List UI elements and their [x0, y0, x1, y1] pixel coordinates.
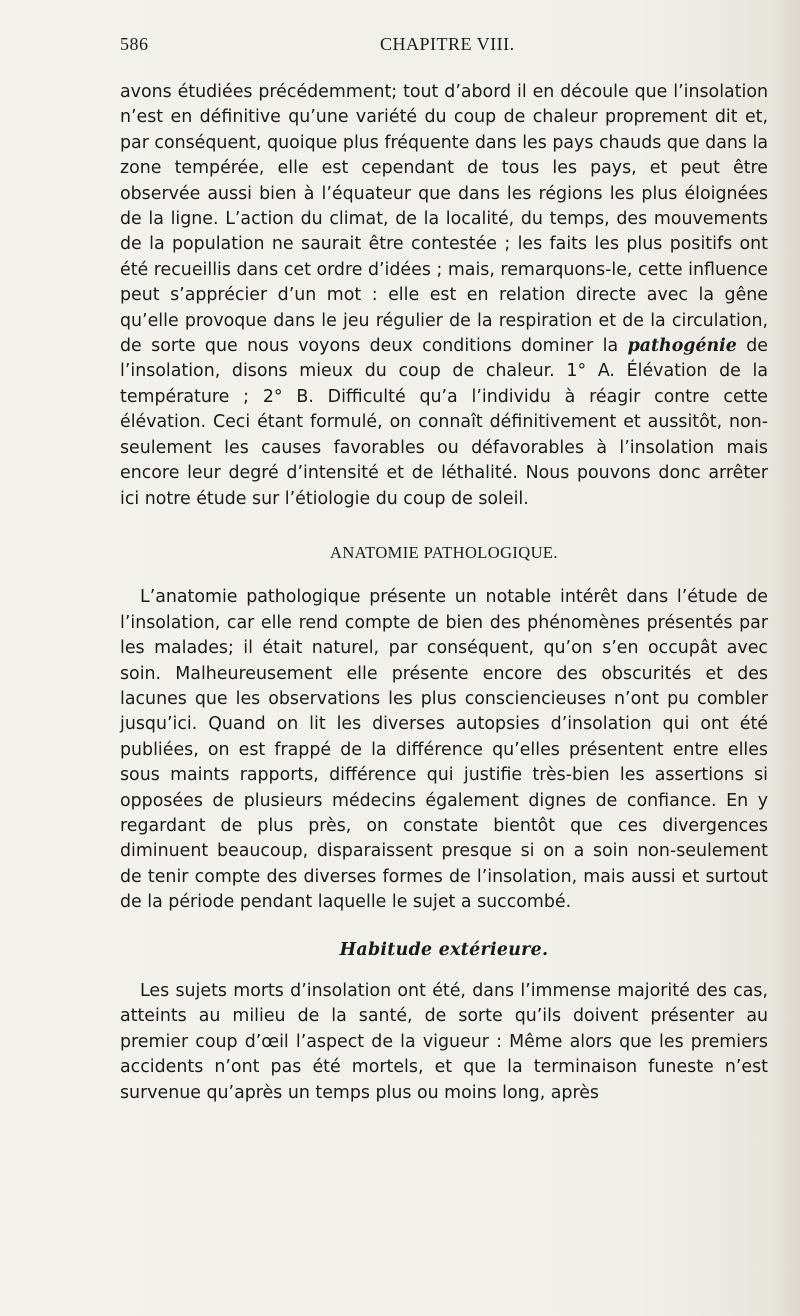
- body-text: [120, 80, 768, 1106]
- running-head: CHAPITRE VIII.: [380, 34, 515, 54]
- paragraph-anatomy: L’anatomie pathologique présente un notable intérêt dans l’étude de l’insolation, car elle rend compte de bien des phénomènes présentés par les malades; il était naturel, par conséquent, qu’on s’en occupât avec soin. Malheureusement elle présente encore des obscurités et des lacunes que les observations les plus consciencieuses n’ont pu combler jusqu’ici. Quand on lit les diverses autopsies d’insolation qui ont été publiées, on est frappé de la différence qu’elles présentent entre elles sous maints rapports, différence qui justifie très-bien les assertions si opposées de plusieurs médecins également dignes de confiance. En y regardant de plus près, on constate bientôt que ces divergences diminuent beaucoup, disparaissent presque si on a soin non-seulement de tenir compte des diverses formes de l’insolation, mais aussi et surtout de la période pendant laquelle le sujet a succombé.: [120, 587, 768, 913]
- paragraph-habitude: Les sujets morts d’insolation ont été, dans l’immense majorité des cas, atteints au milieu de la santé, de sorte qu’ils doivent présenter au premier coup d’œil l’aspect de la vigueur : Même alors que les premiers accidents n’ont pas été mortels, et que la terminaison funeste n’est survenue qu’après un temps plus ou moins long, après: [120, 981, 768, 1103]
- paragraph-text: avons étudiées précédemment; tout d’abord il en découle que l’insolation n’est en définitive qu’une variété du coup de chaleur proprement dit et, par conséquent, quoique plus fréquente dans les pays chauds que dans la zone tempérée, elle est cependant de tous les pays, et peut être observée aussi bien à l’équateur que dans les régions les plus éloignées de la ligne. L’action du climat, de la localité, du temps, des mouvements de la population ne saurait être contestée ; les faits les plus positifs ont été recueillis dans cet ordre d’idées ; mais, remarquons-le, cette influence peut s’apprécier d’un mot : elle est en relation directe avec la gêne qu’elle provoque dans le jeu régulier de la respiration et de la circulation, de sorte que nous voyons deux conditions dominer la: [120, 82, 768, 357]
- page-number: 586: [120, 34, 149, 54]
- italic-term: pathogénie: [627, 336, 737, 357]
- subsection-title: Habitude extérieure.: [339, 939, 549, 960]
- paragraph-etiology-end: [120, 80, 768, 512]
- paragraph-text: de l’insolation, disons mieux du coup de chaleur. 1° A. Élévation de la température ; 2° B. Difficulté qu’a l’individu à réagir contre cette élévation. Ceci étant formulé, on connaît définitivement et aussitôt, non-seulement les causes favorables ou défavorables à l’insolation mais encore leur degré d’intensité et de léthalité. Nous pouvons donc arrêter ici notre étude sur l’étiologie du coup de soleil.: [120, 336, 768, 509]
- page-header: [120, 34, 768, 60]
- section-title: ANATOMIE PATHOLOGIQUE.: [330, 542, 558, 562]
